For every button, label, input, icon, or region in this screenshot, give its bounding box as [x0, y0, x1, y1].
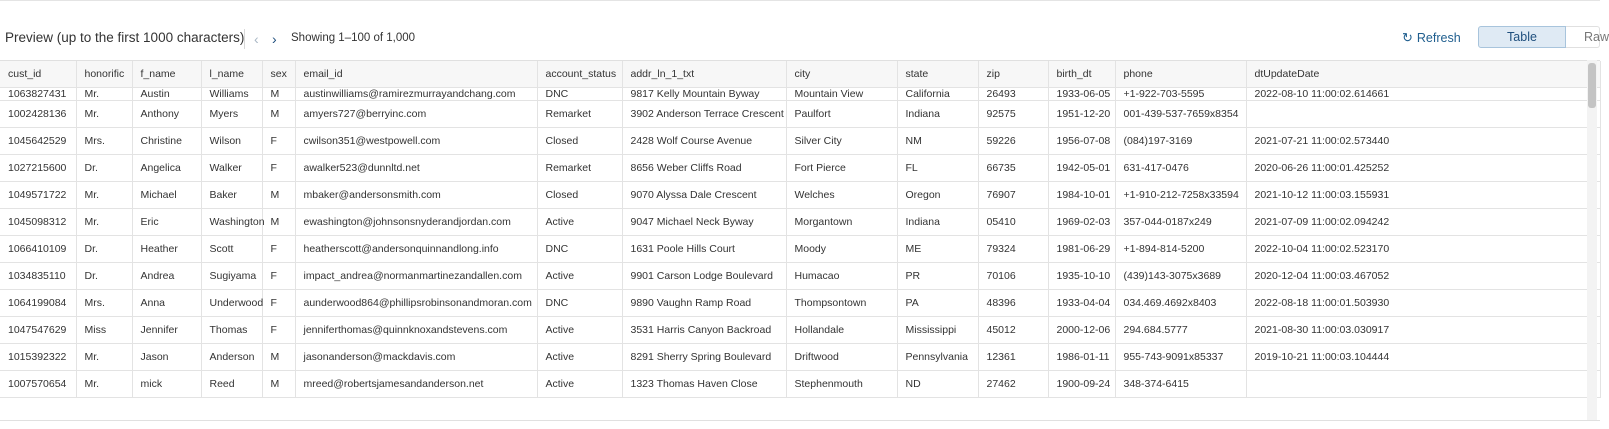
column-header-phone[interactable]: phone [1115, 61, 1246, 88]
toolbar-divider [244, 29, 245, 49]
cell-account-status: DNC [537, 236, 622, 263]
cell-sex: F [262, 290, 295, 317]
cell-honorific: Miss [76, 317, 132, 344]
cell-birth-dt: 1986-01-11 [1048, 344, 1115, 371]
cell-cust-id: 1034835110 [0, 263, 76, 290]
cell-city: Paulfort [786, 101, 897, 128]
cell-email-id: ewashington@johnsonsnyderandjordan.com [295, 209, 537, 236]
cell-l-name: Scott [201, 236, 262, 263]
pagination-status: Showing 1–100 of 1,000 [291, 32, 416, 44]
table-row[interactable] [0, 236, 1600, 263]
cell-phone: 357-044-0187x249 [1115, 209, 1246, 236]
cell-f-name: Andrea [132, 263, 201, 290]
cell-dtupdatedate: 2020-12-04 11:00:03.467052 [1246, 263, 1600, 290]
cell-zip: 70106 [978, 263, 1048, 290]
table-row[interactable] [0, 155, 1600, 182]
cell-addr-ln-1-txt: 3902 Anderson Terrace Crescent [622, 101, 786, 128]
cell-state: PR [897, 263, 978, 290]
cell-state: NM [897, 128, 978, 155]
cell-phone: +1-894-814-5200 [1115, 236, 1246, 263]
cell-zip: 79324 [978, 236, 1048, 263]
column-header-sex[interactable]: sex [262, 61, 295, 88]
table-row[interactable] [0, 88, 1600, 101]
cell-honorific: Mr. [76, 182, 132, 209]
cell-addr-ln-1-txt: 9901 Carson Lodge Boulevard [622, 263, 786, 290]
cell-dtupdatedate: 2022-08-10 11:00:02.614661 [1246, 88, 1600, 101]
cell-state: Pennsylvania [897, 344, 978, 371]
table-row[interactable] [0, 263, 1600, 290]
cell-email-id: aunderwood864@phillipsrobinsonandmoran.com [295, 290, 537, 317]
cell-email-id: austinwilliams@ramirezmurrayandchang.com [295, 88, 537, 101]
table-row[interactable] [0, 182, 1600, 209]
cell-city: Stephenmouth [786, 371, 897, 398]
cell-phone: 348-374-6415 [1115, 371, 1246, 398]
cell-birth-dt: 1969-02-03 [1048, 209, 1115, 236]
cell-dtupdatedate [1246, 101, 1600, 128]
cell-honorific: Dr. [76, 236, 132, 263]
cell-sex: M [262, 182, 295, 209]
cell-account-status: DNC [537, 290, 622, 317]
cell-email-id: amyers727@berryinc.com [295, 101, 537, 128]
vertical-scrollbar[interactable] [1587, 60, 1597, 420]
cell-city: Moody [786, 236, 897, 263]
cell-account-status: Active [537, 371, 622, 398]
chevron-right-icon[interactable]: › [272, 31, 277, 47]
column-header-state[interactable]: state [897, 61, 978, 88]
cell-dtupdatedate: 2021-08-30 11:00:03.030917 [1246, 317, 1600, 344]
column-header-f-name[interactable]: f_name [132, 61, 201, 88]
cell-addr-ln-1-txt: 3531 Harris Canyon Backroad [622, 317, 786, 344]
column-header-birth-dt[interactable]: birth_dt [1048, 61, 1115, 88]
cell-city: Driftwood [786, 344, 897, 371]
cell-city: Fort Pierce [786, 155, 897, 182]
cell-city: Silver City [786, 128, 897, 155]
cell-email-id: heatherscott@andersonquinnandlong.info [295, 236, 537, 263]
cell-l-name: Wilson [201, 128, 262, 155]
cell-account-status: DNC [537, 88, 622, 101]
cell-email-id: mbaker@andersonsmith.com [295, 182, 537, 209]
cell-honorific: Mrs. [76, 128, 132, 155]
cell-email-id: awalker523@dunnltd.net [295, 155, 537, 182]
cell-birth-dt: 1956-07-08 [1048, 128, 1115, 155]
cell-zip: 12361 [978, 344, 1048, 371]
cell-zip: 66735 [978, 155, 1048, 182]
cell-sex: M [262, 88, 295, 101]
cell-birth-dt: 1933-04-04 [1048, 290, 1115, 317]
column-header-email-id[interactable]: email_id [295, 61, 537, 88]
cell-sex: M [262, 209, 295, 236]
cell-f-name: Anthony [132, 101, 201, 128]
refresh-icon: ↻ [1402, 30, 1413, 45]
column-header-zip[interactable]: zip [978, 61, 1048, 88]
cell-addr-ln-1-txt: 9890 Vaughn Ramp Road [622, 290, 786, 317]
cell-honorific: Mr. [76, 88, 132, 101]
cell-cust-id: 1027215600 [0, 155, 76, 182]
cell-l-name: Washington [201, 209, 262, 236]
cell-honorific: Dr. [76, 155, 132, 182]
cell-f-name: mick [132, 371, 201, 398]
cell-honorific: Mr. [76, 371, 132, 398]
column-header-l-name[interactable]: l_name [201, 61, 262, 88]
cell-state: Oregon [897, 182, 978, 209]
cell-account-status: Closed [537, 182, 622, 209]
cell-dtupdatedate: 2019-10-21 11:00:03.104444 [1246, 344, 1600, 371]
cell-city: Morgantown [786, 209, 897, 236]
cell-sex: M [262, 101, 295, 128]
cell-l-name: Anderson [201, 344, 262, 371]
cell-account-status: Remarket [537, 101, 622, 128]
column-header-cust-id[interactable]: cust_id [0, 61, 76, 88]
cell-dtupdatedate [1246, 371, 1600, 398]
cell-cust-id: 1049571722 [0, 182, 76, 209]
cell-email-id: jenniferthomas@quinnknoxandstevens.com [295, 317, 537, 344]
cell-sex: F [262, 263, 295, 290]
column-header-dtupdatedate[interactable]: dtUpdateDate [1246, 61, 1600, 88]
cell-phone: 034.469.4692x8403 [1115, 290, 1246, 317]
data-grid [0, 60, 1600, 421]
cell-birth-dt: 1933-06-05 [1048, 88, 1115, 101]
cell-account-status: Active [537, 263, 622, 290]
cell-addr-ln-1-txt: 8656 Weber Cliffs Road [622, 155, 786, 182]
cell-honorific: Mr. [76, 344, 132, 371]
cell-cust-id: 1066410109 [0, 236, 76, 263]
cell-state: California [897, 88, 978, 101]
preview-toolbar [0, 24, 1609, 54]
top-divider [0, 0, 1600, 1]
scrollbar-thumb[interactable] [1588, 63, 1596, 108]
cell-f-name: Heather [132, 236, 201, 263]
cell-f-name: Jason [132, 344, 201, 371]
cell-addr-ln-1-txt: 9047 Michael Neck Byway [622, 209, 786, 236]
cell-addr-ln-1-txt: 9817 Kelly Mountain Byway [622, 88, 786, 101]
cell-city: Hollandale [786, 317, 897, 344]
cell-state: ND [897, 371, 978, 398]
cell-birth-dt: 1942-05-01 [1048, 155, 1115, 182]
cell-dtupdatedate: 2021-07-09 11:00:02.094242 [1246, 209, 1600, 236]
cell-f-name: Michael [132, 182, 201, 209]
table-row[interactable] [0, 290, 1600, 317]
cell-l-name: Walker [201, 155, 262, 182]
cell-addr-ln-1-txt: 8291 Sherry Spring Boulevard [622, 344, 786, 371]
cell-l-name: Sugiyama [201, 263, 262, 290]
cell-email-id: impact_andrea@normanmartinezandallen.com [295, 263, 537, 290]
cell-cust-id: 1002428136 [0, 101, 76, 128]
cell-dtupdatedate: 2020-06-26 11:00:01.425252 [1246, 155, 1600, 182]
cell-state: FL [897, 155, 978, 182]
cell-zip: 92575 [978, 101, 1048, 128]
cell-phone: 001-439-537-7659x8354 [1115, 101, 1246, 128]
view-toggle-raw[interactable]: Raw [1566, 26, 1600, 48]
cell-dtupdatedate: 2021-07-21 11:00:02.573440 [1246, 128, 1600, 155]
cell-birth-dt: 1900-09-24 [1048, 371, 1115, 398]
cell-sex: M [262, 371, 295, 398]
cell-email-id: cwilson351@westpowell.com [295, 128, 537, 155]
cell-sex: M [262, 344, 295, 371]
cell-honorific: Dr. [76, 263, 132, 290]
cell-city: Thompsontown [786, 290, 897, 317]
preview-title: Preview (up to the first 1000 characters) [5, 30, 245, 45]
refresh-label: Refresh [1416, 31, 1461, 45]
cell-l-name: Baker [201, 182, 262, 209]
cell-f-name: Anna [132, 290, 201, 317]
table-row[interactable] [0, 371, 1600, 398]
cell-state: PA [897, 290, 978, 317]
table-header-row [0, 61, 1600, 88]
column-header-city[interactable]: city [786, 61, 897, 88]
cell-birth-dt: 1981-06-29 [1048, 236, 1115, 263]
cell-l-name: Thomas [201, 317, 262, 344]
cell-sex: F [262, 155, 295, 182]
table-row[interactable] [0, 344, 1600, 371]
bottom-divider [0, 420, 1600, 421]
cell-sex: F [262, 128, 295, 155]
cell-l-name: Reed [201, 371, 262, 398]
cell-dtupdatedate: 2021-10-12 11:00:03.155931 [1246, 182, 1600, 209]
cell-birth-dt: 1984-10-01 [1048, 182, 1115, 209]
column-header-account-status[interactable]: account_status [537, 61, 622, 88]
cell-city: Mountain View [786, 88, 897, 101]
cell-cust-id: 1045098312 [0, 209, 76, 236]
table-row[interactable] [0, 317, 1600, 344]
cell-phone: (084)197-3169 [1115, 128, 1246, 155]
cell-phone: +1-910-212-7258x33594 [1115, 182, 1246, 209]
cell-zip: 27462 [978, 371, 1048, 398]
cell-sex: F [262, 317, 295, 344]
cell-f-name: Christine [132, 128, 201, 155]
cell-l-name: Williams [201, 88, 262, 101]
cell-birth-dt: 1935-10-10 [1048, 263, 1115, 290]
cell-account-status: Remarket [537, 155, 622, 182]
table-row[interactable] [0, 128, 1600, 155]
cell-birth-dt: 1951-12-20 [1048, 101, 1115, 128]
cell-l-name: Underwood [201, 290, 262, 317]
cell-addr-ln-1-txt: 1323 Thomas Haven Close [622, 371, 786, 398]
cell-email-id: mreed@robertsjamesandanderson.net [295, 371, 537, 398]
cell-phone: +1-922-703-5595 [1115, 88, 1246, 101]
cell-cust-id: 1064199084 [0, 290, 76, 317]
cell-honorific: Mr. [76, 101, 132, 128]
view-toggle-table[interactable]: Table [1478, 26, 1566, 48]
column-header-addr-ln-1-txt[interactable]: addr_ln_1_txt [622, 61, 786, 88]
cell-account-status: Active [537, 344, 622, 371]
cell-account-status: Closed [537, 128, 622, 155]
cell-email-id: jasonanderson@mackdavis.com [295, 344, 537, 371]
cell-addr-ln-1-txt: 1631 Poole Hills Court [622, 236, 786, 263]
refresh-button[interactable] [1402, 30, 1461, 46]
cell-addr-ln-1-txt: 9070 Alyssa Dale Crescent [622, 182, 786, 209]
cell-f-name: Angelica [132, 155, 201, 182]
cell-zip: 26493 [978, 88, 1048, 101]
cell-zip: 45012 [978, 317, 1048, 344]
cell-account-status: Active [537, 209, 622, 236]
cell-honorific: Mrs. [76, 290, 132, 317]
cell-account-status: Active [537, 317, 622, 344]
cell-dtupdatedate: 2022-10-04 11:00:02.523170 [1246, 236, 1600, 263]
cell-cust-id: 1015392322 [0, 344, 76, 371]
table-row[interactable] [0, 209, 1600, 236]
cell-f-name: Eric [132, 209, 201, 236]
cell-phone: 631-417-0476 [1115, 155, 1246, 182]
cell-city: Welches [786, 182, 897, 209]
cell-cust-id: 1063827431 [0, 88, 76, 101]
cell-state: Indiana [897, 209, 978, 236]
cell-state: Mississippi [897, 317, 978, 344]
chevron-left-icon[interactable]: ‹ [254, 31, 259, 47]
cell-phone: (439)143-3075x3689 [1115, 263, 1246, 290]
cell-cust-id: 1045642529 [0, 128, 76, 155]
cell-phone: 955-743-9091x85337 [1115, 344, 1246, 371]
table-row[interactable] [0, 101, 1600, 128]
cell-state: Indiana [897, 101, 978, 128]
cell-f-name: Jennifer [132, 317, 201, 344]
cell-zip: 48396 [978, 290, 1048, 317]
cell-birth-dt: 2000-12-06 [1048, 317, 1115, 344]
cell-honorific: Mr. [76, 209, 132, 236]
cell-city: Humacao [786, 263, 897, 290]
cell-state: ME [897, 236, 978, 263]
cell-zip: 05410 [978, 209, 1048, 236]
cell-f-name: Austin [132, 88, 201, 101]
cell-zip: 76907 [978, 182, 1048, 209]
cell-phone: 294.684.5777 [1115, 317, 1246, 344]
cell-l-name: Myers [201, 101, 262, 128]
cell-cust-id: 1047547629 [0, 317, 76, 344]
cell-cust-id: 1007570654 [0, 371, 76, 398]
cell-addr-ln-1-txt: 2428 Wolf Course Avenue [622, 128, 786, 155]
column-header-honorific[interactable]: honorific [76, 61, 132, 88]
cell-dtupdatedate: 2022-08-18 11:00:01.503930 [1246, 290, 1600, 317]
preview-table [0, 61, 1601, 398]
cell-sex: F [262, 236, 295, 263]
cell-zip: 59226 [978, 128, 1048, 155]
